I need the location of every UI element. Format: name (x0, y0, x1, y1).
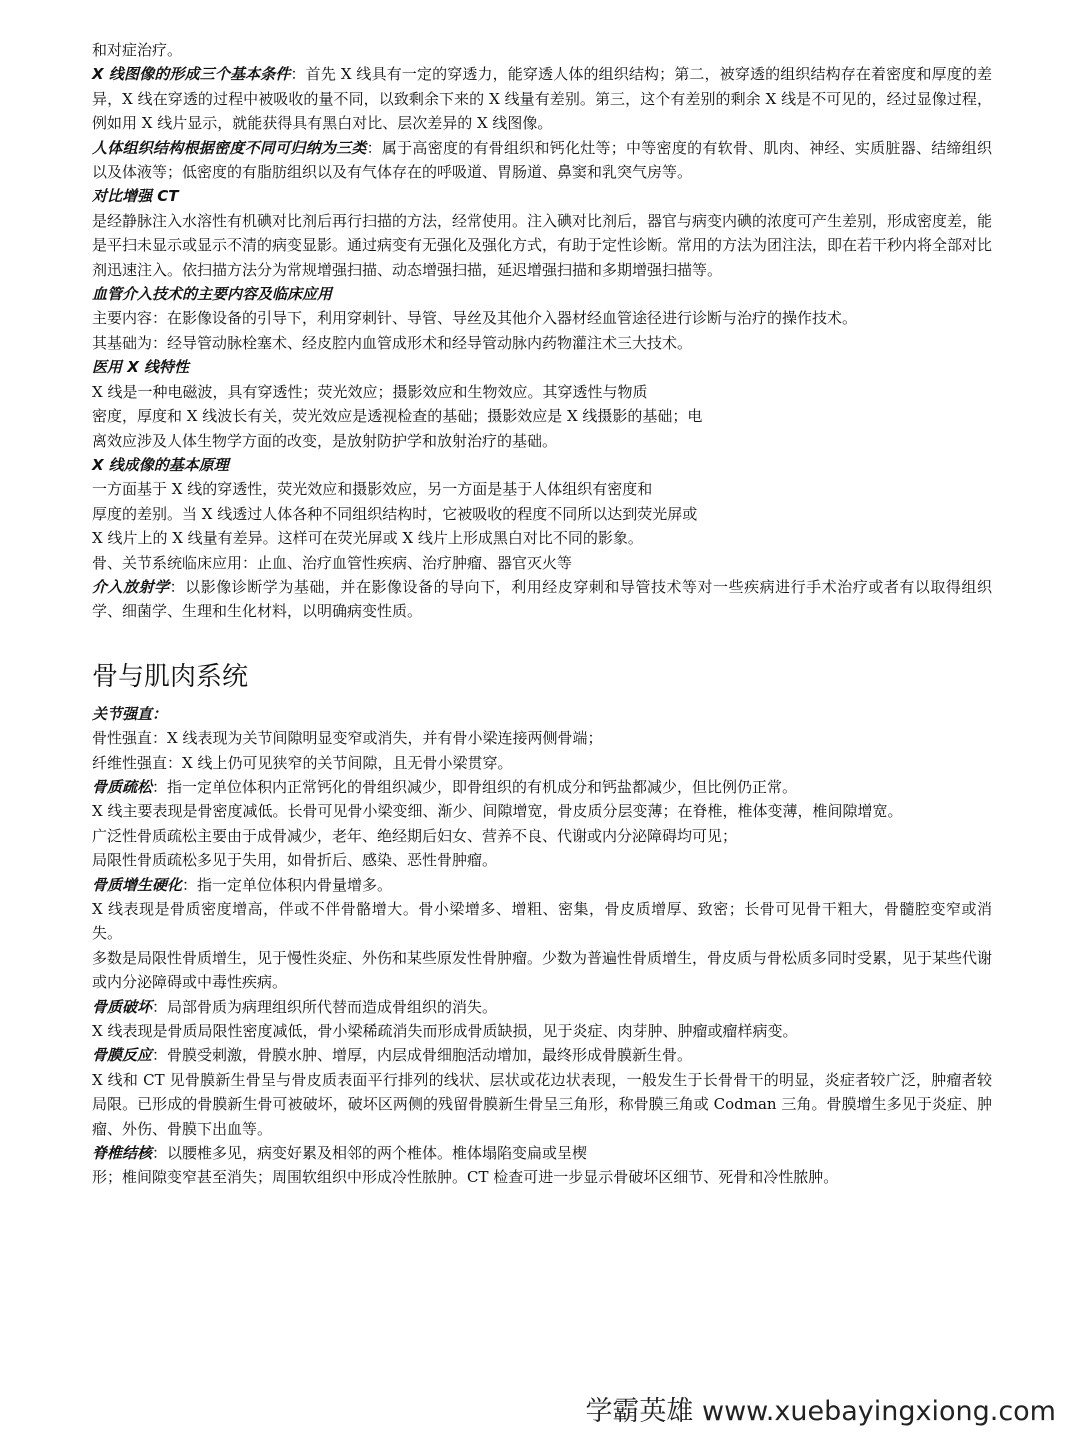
term: 骨质增生硬化 (92, 875, 183, 894)
paragraph (92, 995, 992, 1019)
definition: ：局部骨质为病理组织所代替而造成骨组织的消失。 (152, 997, 498, 1016)
definition: ：指一定单位体积内骨量增多。 (182, 875, 393, 894)
paragraph: 主要内容：在影像设备的引导下，利用穿刺针、导管、导丝及其他介入器材经血管途径进行诊断与治疗的操作技术。 (92, 309, 858, 328)
section-title: 骨与肌肉系统 (92, 661, 249, 692)
paragraph (92, 1043, 992, 1067)
paragraph-line: X 线是一种电磁波，具有穿透性；荧光效应；摄影效应和生物效应。其穿透性与物质 (92, 382, 648, 401)
paragraph: 骨、关节系统临床应用：止血、治疗血管性疾病、治疗肿瘤、器官灭火等 (92, 553, 573, 572)
paragraph: 广泛性骨质疏松主要由于成骨减少，老年、绝经期后妇女、营养不良、代谢或内分泌障碍均可见； (92, 826, 738, 845)
subheading: 关节强直： (92, 704, 168, 723)
term: 人体组织结构根据密度不同可归纳为三类 (92, 138, 367, 157)
paragraph-line: X 线片上的 X 线量有差异。这样可在荧光屏或 X 线片上形成黑白对比不同的影象。 (92, 529, 643, 548)
paragraph (92, 575, 992, 624)
paragraph: 形；椎间隙变窄甚至消失；周围软组织中形成冷性脓肿。CT 检查可进一步显示骨破坏区细节、死骨和冷性脓肿。 (92, 1168, 839, 1187)
paragraph: 是经静脉注入水溶性有机碘对比剂后再行扫描的方法，经常使用。注入碘对比剂后，器官与病变内碘的浓度可产生差别，形成密度差，能是平扫未显示或显示不清的病变显影。通过病变有无强化及强化方式，有助于定性诊断。常用的方法为团注法，即在若干秒内将全部对比剂迅速注入。依扫描方法分为常规增强扫描、动态增强扫描，延迟增强扫描和多期增强扫描等。 (92, 211, 993, 279)
paragraph: X 线表现是骨质局限性密度减低，骨小梁稀疏消失而形成骨质缺损，见于炎症、肉芽肿、肿瘤或瘤样病变。 (92, 1022, 798, 1041)
paragraph: 其基础为：经导管动脉栓塞术、经皮腔内血管成形术和经导管动脉内药物灌注术三大技术。 (92, 333, 693, 352)
paragraph-line: 厚度的差别。当 X 线透过人体各种不同组织结构时，它被吸收的程度不同所以达到荧光屏或 (92, 504, 698, 523)
paragraph (92, 873, 992, 897)
paragraph: X 线和 CT 见骨膜新生骨呈与骨皮质表面平行排列的线状、层状或花边状表现，一般发生于长骨骨干的明显，炎症者较广泛，肿瘤者较局限。已形成的骨膜新生骨可被破坏，破坏区两侧的残留骨膜新生骨呈三角形，称骨膜三角或 Codman 三角。骨膜增生多见于炎症、肿瘤、外伤、骨膜下出血等。 (92, 1070, 992, 1138)
document-body (92, 38, 992, 1190)
paragraph: 骨性强直：X 线表现为关节间隙明显变窄或消失，并有骨小梁连接两侧骨端； (92, 729, 603, 748)
subheading: 医用 X 线特性 (92, 358, 190, 377)
paragraph: X 线主要表现是骨密度减低。长骨可见骨小梁变细、渐少、间隙增宽，骨皮质分层变薄；在脊椎，椎体变薄，椎间隙增宽。 (92, 802, 903, 821)
subheading: 对比增强 CT (92, 187, 179, 206)
term: 骨质疏松 (92, 777, 153, 796)
site-watermark: 学霸英雄 www.xuebayingxiong.com (585, 1396, 1056, 1427)
paragraph: 和对症治疗。 (92, 41, 183, 59)
paragraph (92, 62, 992, 135)
definition: ：以腰椎多见，病变好累及相邻的两个椎体。椎体塌陷变扁或呈楔 (152, 1144, 588, 1163)
paragraph: 纤维性强直：X 线上仍可见狭窄的关节间隙，且无骨小梁贯穿。 (92, 753, 513, 772)
subheading: X 线成像的基本原理 (92, 455, 229, 474)
paragraph-line: 离效应涉及人体生物学方面的改变，是放射防护学和放射治疗的基础。 (92, 431, 558, 450)
term: 骨质破坏 (92, 997, 153, 1016)
term: 介入放射学 (92, 577, 170, 596)
definition: ：以影像诊断学为基础，并在影像设备的导向下，利用经皮穿刺和导管技术等对一些疾病进行手术治疗或者有以取得组织学、细菌学、生理和生化材料，以明确病变性质。 (92, 577, 992, 621)
paragraph: X 线表现是骨质密度增高，伴或不伴骨骼增大。骨小梁增多、增粗、密集，骨皮质增厚、致密；长骨可见骨干粗大，骨髓腔变窄或消失。 (92, 900, 992, 943)
definition: ：骨膜受刺激，骨膜水肿、增厚，内层成骨细胞活动增加，最终形成骨膜新生骨。 (152, 1046, 693, 1065)
definition: ：指一定单位体积内正常钙化的骨组织减少，即骨组织的有机成分和钙盐都减少，但比例仍正常。 (152, 777, 798, 796)
definition: ：首先 X 线具有一定的穿透力，能穿透人体的组织结构；第二，被穿透的组织结构存在着密度和厚度的差异，X 线在穿透的过程中被吸收的量不同，以致剩余下来的 X 线量有差别。第三，这个有差别的剩余 X 线是不可见的，经过显像过程，例如用 X 线片显示，就能获得具有黑白对比、层次差异的 X 线图像。 (92, 65, 992, 133)
term: 脊椎结核 (92, 1144, 153, 1163)
paragraph (92, 136, 992, 185)
term: X 线图像的形成三个基本条件 (92, 65, 291, 84)
paragraph-line: 一方面基于 X 线的穿透性，荧光效应和摄影效应，另一方面是基于人体组织有密度和 (92, 480, 653, 499)
paragraph-line: 密度，厚度和 X 线波长有关，荧光效应是透视检查的基础；摄影效应是 X 线摄影的基础；电 (92, 407, 703, 426)
paragraph: 局限性骨质疏松多见于失用，如骨折后、感染、恶性骨肿瘤。 (92, 851, 498, 870)
term: 骨膜反应 (92, 1046, 153, 1065)
paragraph: 多数是局限性骨质增生，见于慢性炎症、外伤和某些原发性骨肿瘤。少数为普遍性骨质增生，骨皮质与骨松质多同时受累，见于某些代谢或内分泌障碍或中毒性疾病。 (92, 948, 993, 992)
paragraph (92, 1141, 992, 1165)
definition: ：属于高密度的有骨组织和钙化灶等；中等密度的有软骨、肌肉、神经、实质脏器、结缔组织以及体液等；低密度的有脂肪组织以及有气体存在的呼吸道、胃肠道、鼻窦和乳突气房等。 (92, 138, 992, 182)
subheading: 血管介入技术的主要内容及临床应用 (92, 285, 333, 304)
paragraph (92, 775, 992, 799)
